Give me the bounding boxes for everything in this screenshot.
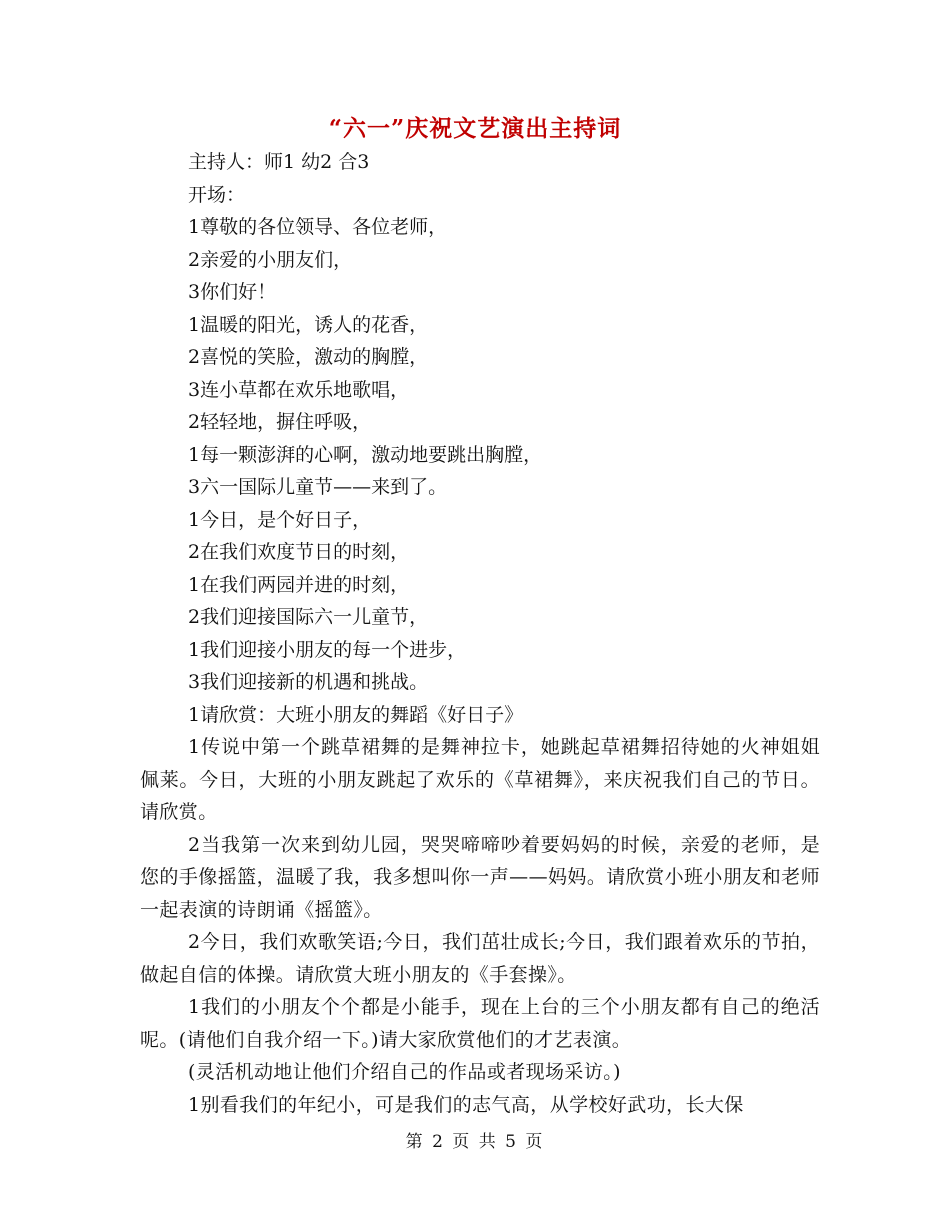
script-paragraph: 1传说中第一个跳草裙舞的是舞神拉卡，她跳起草裙舞招待她的火神姐姐佩莱。今日，大班的小朋友跳起了欢乐的《草裙舞》，来庆祝我们自己的节日。请欣赏。 <box>140 736 820 823</box>
script-line: 1我们迎接小朋友的每一个进步， <box>188 638 467 661</box>
script-line: 2我们迎接国际六一儿童节， <box>188 606 429 628</box>
script-line: 1每一颗澎湃的心啊，激动地要跳出胸膛， <box>188 443 543 466</box>
script-line: 3我们迎接新的机遇和挑战。 <box>188 671 429 693</box>
script-paragraph: 1我们的小朋友个个都是小能手，现在上台的三个小朋友都有自己的绝活呢。(请他们自我介绍一下。)请大家欣赏他们的才艺表演。 <box>140 996 820 1051</box>
opening-label: 开场： <box>188 183 246 206</box>
script-line: 3连小草都在欢乐地歌唱， <box>188 378 410 401</box>
script-paragraph: 2当我第一次来到幼儿园，哭哭啼啼吵着要妈妈的时候，亲爱的老师，是您的手像摇篮，温暖了我，我多想叫你一声——妈妈。请欣赏小班小朋友和老师一起表演的诗朗诵《摇篮》。 <box>140 833 820 921</box>
script-line: 2在我们欢度节日的时刻， <box>188 541 410 563</box>
script-line: 2轻轻地，摒住呼吸， <box>188 411 372 433</box>
script-line: 1温暖的阳光，诱人的花香， <box>188 313 429 336</box>
script-line: 2亲爱的小朋友们， <box>188 248 353 271</box>
page-number-footer: 第 2 页 共 5 页 <box>405 1132 545 1152</box>
script-line: 1今日，是个好日子， <box>188 508 372 531</box>
script-paragraph: 2今日，我们欢歌笑语;今日，我们茁壮成长;今日，我们跟着欢乐的节拍，做起自信的体操。请欣赏大班小朋友的《手套操》。 <box>140 931 820 986</box>
script-line: 3你们好！ <box>188 281 277 303</box>
script-paragraph: 1别看我们的年纪小，可是我们的志气高，从学校好武功，长大保 <box>188 1093 744 1116</box>
script-line: 1请欣赏：大班小朋友的舞蹈《好日子》 <box>188 703 524 726</box>
script-line: 3六一国际儿童节——来到了。 <box>188 476 448 498</box>
script-line: 1在我们两园并进的时刻， <box>188 573 410 596</box>
host-line: 主持人：师1 幼2 合3 <box>188 151 370 173</box>
document-title: “六一”庆祝文艺演出主持词 <box>328 115 622 142</box>
document-body <box>140 146 820 1121</box>
script-line: 2喜悦的笑脸，激动的胸膛， <box>188 346 429 368</box>
stage-direction: (灵活机动地让他们介绍自己的作品或者现场采访。) <box>188 1061 621 1083</box>
script-line: 1尊敬的各位领导、各位老师， <box>188 216 448 238</box>
